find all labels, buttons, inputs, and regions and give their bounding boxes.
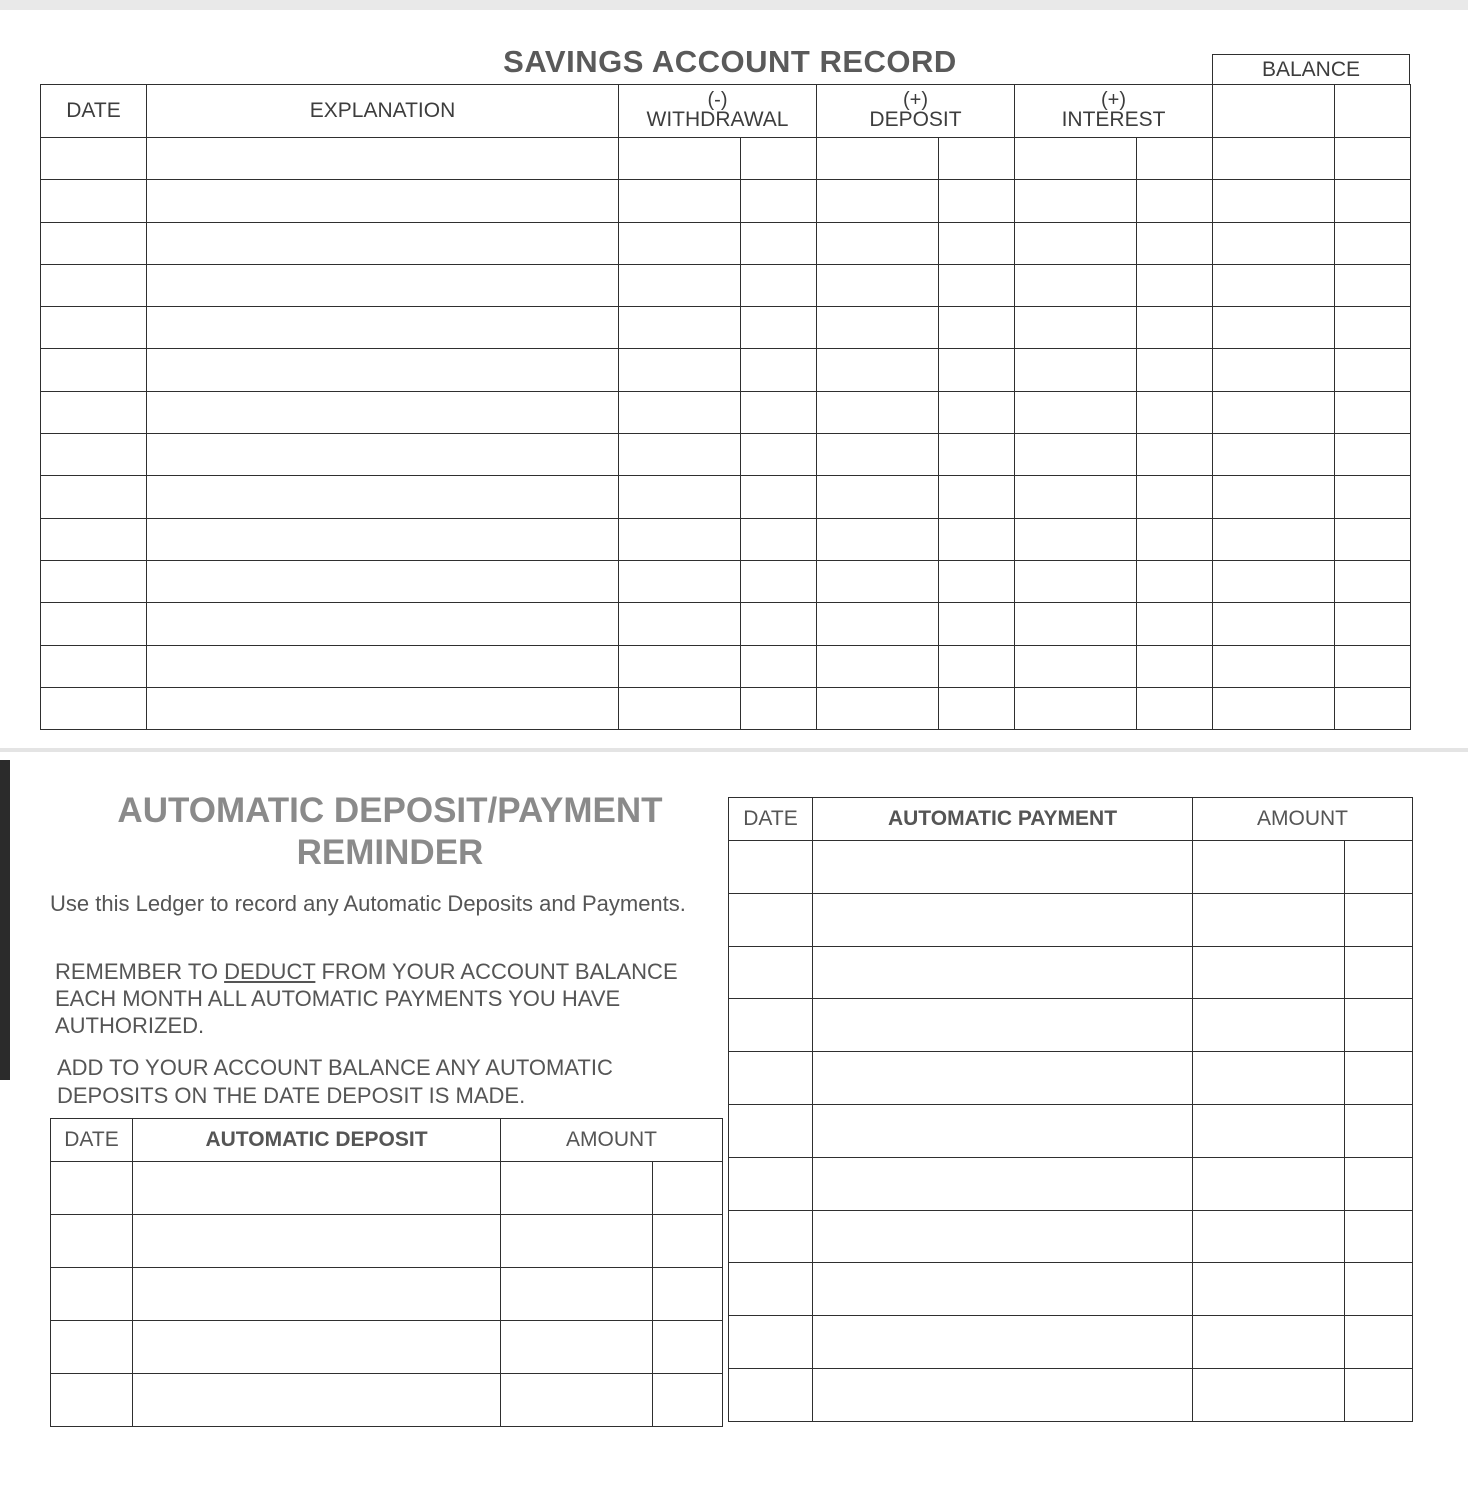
explanation-cell[interactable] bbox=[147, 307, 619, 349]
payment-description-cell[interactable] bbox=[813, 1263, 1193, 1316]
balance-cents-header bbox=[1335, 85, 1411, 138]
deposit-dollars-cell[interactable] bbox=[817, 138, 939, 180]
ledger-rows bbox=[41, 138, 1411, 730]
withdrawal-cents-cell[interactable] bbox=[741, 645, 817, 687]
add-deposit-note: ADD TO YOUR ACCOUNT BALANCE ANY AUTOMATIC DEPOSITS ON THE DATE DEPOSIT IS MADE. bbox=[57, 1055, 613, 1108]
date-cell[interactable] bbox=[41, 307, 147, 349]
balance-cents-cell[interactable] bbox=[1335, 307, 1411, 349]
date-cell[interactable] bbox=[41, 391, 147, 433]
withdrawal-cents-cell[interactable] bbox=[741, 434, 817, 476]
date-cell[interactable] bbox=[41, 476, 147, 518]
withdrawal-dollars-cell[interactable] bbox=[619, 307, 741, 349]
balance-dollars-cell[interactable] bbox=[1213, 560, 1335, 602]
payment-description-cell[interactable] bbox=[813, 946, 1193, 999]
withdrawal-column-header bbox=[619, 85, 817, 138]
balance-header: BALANCE bbox=[1212, 54, 1410, 85]
deposit-description-cell[interactable] bbox=[133, 1321, 501, 1374]
payment-description-cell[interactable] bbox=[813, 1368, 1193, 1421]
explanation-cell[interactable] bbox=[147, 645, 619, 687]
withdrawal-dollars-cell[interactable] bbox=[619, 349, 741, 391]
payment-amount-cents-cell[interactable] bbox=[1345, 999, 1413, 1052]
payment-rows bbox=[729, 841, 1413, 1422]
interest-column-header bbox=[1015, 85, 1213, 138]
interest-dollars-cell[interactable] bbox=[1015, 434, 1137, 476]
payment-description-cell[interactable] bbox=[813, 1052, 1193, 1105]
date-cell[interactable] bbox=[41, 645, 147, 687]
deposit-cents-cell[interactable] bbox=[939, 434, 1015, 476]
withdrawal-cents-cell[interactable] bbox=[741, 687, 817, 729]
withdrawal-dollars-cell[interactable] bbox=[619, 518, 741, 560]
table-row bbox=[41, 391, 1411, 433]
deposit-amount-dollars-cell[interactable] bbox=[501, 1374, 653, 1427]
payment-description-cell[interactable] bbox=[813, 841, 1193, 894]
deposit-amount-cents-cell[interactable] bbox=[653, 1268, 723, 1321]
withdrawal-label: WITHDRAWAL bbox=[646, 108, 789, 131]
payment-amount-cents-cell[interactable] bbox=[1345, 1157, 1413, 1210]
table-row bbox=[41, 518, 1411, 560]
deposit-amount-dollars-cell[interactable] bbox=[501, 1162, 653, 1215]
withdrawal-dollars-cell[interactable] bbox=[619, 391, 741, 433]
deposit-dollars-cell[interactable] bbox=[817, 518, 939, 560]
explanation-cell[interactable] bbox=[147, 138, 619, 180]
deposit-cents-cell[interactable] bbox=[939, 687, 1015, 729]
interest-cents-cell[interactable] bbox=[1137, 138, 1213, 180]
reminder-intro: Use this Ledger to record any Automatic Deposits and Payments. bbox=[50, 891, 686, 916]
interest-dollars-cell[interactable] bbox=[1015, 307, 1137, 349]
payment-amount-cents-cell[interactable] bbox=[1345, 1210, 1413, 1263]
balance-cents-cell[interactable] bbox=[1335, 476, 1411, 518]
interest-cents-cell[interactable] bbox=[1137, 264, 1213, 306]
explanation-cell[interactable] bbox=[147, 222, 619, 264]
explanation-cell[interactable] bbox=[147, 560, 619, 602]
interest-dollars-cell[interactable] bbox=[1015, 138, 1137, 180]
date-cell[interactable] bbox=[41, 222, 147, 264]
deposit-dollars-cell[interactable] bbox=[817, 603, 939, 645]
interest-cents-cell[interactable] bbox=[1137, 560, 1213, 602]
payment-amount-cents-cell[interactable] bbox=[1345, 893, 1413, 946]
payment-amount-cents-cell[interactable] bbox=[1345, 1052, 1413, 1105]
balance-dollars-cell[interactable] bbox=[1213, 434, 1335, 476]
withdrawal-dollars-cell[interactable] bbox=[619, 560, 741, 602]
payment-amount-dollars-cell[interactable] bbox=[1193, 1210, 1345, 1263]
payment-amount-header: AMOUNT bbox=[1193, 798, 1413, 841]
withdrawal-cents-cell[interactable] bbox=[741, 180, 817, 222]
deposit-date-cell[interactable] bbox=[51, 1374, 133, 1427]
withdrawal-cents-cell[interactable] bbox=[741, 349, 817, 391]
table-row bbox=[51, 1268, 723, 1321]
date-cell[interactable] bbox=[41, 349, 147, 391]
binding-shadow bbox=[0, 760, 10, 1080]
payment-date-cell[interactable] bbox=[729, 946, 813, 999]
balance-cents-cell[interactable] bbox=[1335, 264, 1411, 306]
table-row bbox=[729, 999, 1413, 1052]
table-row bbox=[41, 560, 1411, 602]
payment-description-cell[interactable] bbox=[813, 1316, 1193, 1369]
interest-cents-cell[interactable] bbox=[1137, 476, 1213, 518]
payment-date-cell[interactable] bbox=[729, 1052, 813, 1105]
withdrawal-dollars-cell[interactable] bbox=[619, 476, 741, 518]
remember-suffix: FROM YOUR ACCOUNT BALANCE EACH MONTH ALL AUTOMATIC PAYMENTS YOU HAVE AUTHORIZED. bbox=[55, 959, 678, 1038]
table-row bbox=[41, 603, 1411, 645]
interest-cents-cell[interactable] bbox=[1137, 391, 1213, 433]
interest-cents-cell[interactable] bbox=[1137, 222, 1213, 264]
interest-label: INTEREST bbox=[1061, 108, 1166, 131]
deposit-cents-cell[interactable] bbox=[939, 603, 1015, 645]
interest-cents-cell[interactable] bbox=[1137, 603, 1213, 645]
payment-amount-dollars-cell[interactable] bbox=[1193, 1104, 1345, 1157]
withdrawal-dollars-cell[interactable] bbox=[619, 264, 741, 306]
deposit-dollars-cell[interactable] bbox=[817, 222, 939, 264]
balance-cents-cell[interactable] bbox=[1335, 560, 1411, 602]
plus-sign: (+) bbox=[903, 89, 928, 111]
withdrawal-cents-cell[interactable] bbox=[741, 264, 817, 306]
deposit-description-cell[interactable] bbox=[133, 1268, 501, 1321]
deposit-description-cell[interactable] bbox=[133, 1215, 501, 1268]
payment-description-cell[interactable] bbox=[813, 1157, 1193, 1210]
payment-amount-dollars-cell[interactable] bbox=[1193, 1368, 1345, 1421]
payment-date-cell[interactable] bbox=[729, 1263, 813, 1316]
deposit-label: DEPOSIT bbox=[869, 108, 962, 131]
payment-date-cell[interactable] bbox=[729, 1104, 813, 1157]
explanation-cell[interactable] bbox=[147, 434, 619, 476]
payment-description-cell[interactable] bbox=[813, 1210, 1193, 1263]
interest-dollars-cell[interactable] bbox=[1015, 518, 1137, 560]
balance-dollars-cell[interactable] bbox=[1213, 518, 1335, 560]
balance-dollars-cell[interactable] bbox=[1213, 222, 1335, 264]
plus-sign: (+) bbox=[1101, 89, 1126, 111]
table-row bbox=[51, 1374, 723, 1427]
table-row bbox=[729, 1052, 1413, 1105]
payment-amount-dollars-cell[interactable] bbox=[1193, 1316, 1345, 1369]
table-row bbox=[51, 1321, 723, 1374]
date-cell[interactable] bbox=[41, 518, 147, 560]
payment-amount-dollars-cell[interactable] bbox=[1193, 893, 1345, 946]
table-row bbox=[729, 1316, 1413, 1369]
table-row bbox=[41, 264, 1411, 306]
table-row bbox=[729, 841, 1413, 894]
interest-cents-cell[interactable] bbox=[1137, 307, 1213, 349]
withdrawal-dollars-cell[interactable] bbox=[619, 180, 741, 222]
date-cell[interactable] bbox=[41, 138, 147, 180]
table-row bbox=[729, 1368, 1413, 1421]
table-row bbox=[729, 1104, 1413, 1157]
table-row bbox=[41, 138, 1411, 180]
interest-cents-cell[interactable] bbox=[1137, 687, 1213, 729]
payment-amount-dollars-cell[interactable] bbox=[1193, 1263, 1345, 1316]
payment-date-cell[interactable] bbox=[729, 1316, 813, 1369]
deposit-cents-cell[interactable] bbox=[939, 476, 1015, 518]
explanation-cell[interactable] bbox=[147, 349, 619, 391]
deposit-description-cell[interactable] bbox=[133, 1162, 501, 1215]
deposit-cents-cell[interactable] bbox=[939, 645, 1015, 687]
payment-amount-dollars-cell[interactable] bbox=[1193, 1052, 1345, 1105]
deposit-dollars-cell[interactable] bbox=[817, 434, 939, 476]
balance-cents-cell[interactable] bbox=[1335, 349, 1411, 391]
table-row bbox=[51, 1215, 723, 1268]
withdrawal-dollars-cell[interactable] bbox=[619, 645, 741, 687]
balance-dollars-cell[interactable] bbox=[1213, 349, 1335, 391]
explanation-cell[interactable] bbox=[147, 687, 619, 729]
withdrawal-cents-cell[interactable] bbox=[741, 518, 817, 560]
interest-cents-cell[interactable] bbox=[1137, 180, 1213, 222]
automatic-payment-header: AUTOMATIC PAYMENT bbox=[813, 798, 1193, 841]
table-row bbox=[729, 1263, 1413, 1316]
interest-dollars-cell[interactable] bbox=[1015, 603, 1137, 645]
payment-amount-cents-cell[interactable] bbox=[1345, 1263, 1413, 1316]
deposit-amount-cents-cell[interactable] bbox=[653, 1321, 723, 1374]
balance-dollars-cell[interactable] bbox=[1213, 391, 1335, 433]
table-row bbox=[41, 222, 1411, 264]
table-row bbox=[41, 687, 1411, 729]
payment-amount-cents-cell[interactable] bbox=[1345, 1368, 1413, 1421]
balance-dollars-cell[interactable] bbox=[1213, 307, 1335, 349]
deposit-cents-cell[interactable] bbox=[939, 264, 1015, 306]
table-row bbox=[41, 645, 1411, 687]
payment-date-cell[interactable] bbox=[729, 1368, 813, 1421]
payment-date-cell[interactable] bbox=[729, 1157, 813, 1210]
deposit-amount-dollars-cell[interactable] bbox=[501, 1215, 653, 1268]
payment-amount-cents-cell[interactable] bbox=[1345, 841, 1413, 894]
balance-dollars-cell[interactable] bbox=[1213, 687, 1335, 729]
automatic-deposit-table bbox=[50, 1118, 723, 1427]
withdrawal-cents-cell[interactable] bbox=[741, 222, 817, 264]
balance-cents-cell[interactable] bbox=[1335, 222, 1411, 264]
balance-cents-cell[interactable] bbox=[1335, 645, 1411, 687]
table-row bbox=[41, 349, 1411, 391]
interest-dollars-cell[interactable] bbox=[1015, 476, 1137, 518]
deposit-amount-cents-cell[interactable] bbox=[653, 1374, 723, 1427]
savings-record-page bbox=[0, 0, 1468, 748]
explanation-cell[interactable] bbox=[147, 603, 619, 645]
deposit-description-cell[interactable] bbox=[133, 1374, 501, 1427]
reminder-title-line1: AUTOMATIC DEPOSIT/PAYMENT bbox=[117, 791, 663, 830]
payment-amount-cents-cell[interactable] bbox=[1345, 1104, 1413, 1157]
withdrawal-cents-cell[interactable] bbox=[741, 138, 817, 180]
table-row bbox=[729, 893, 1413, 946]
balance-dollars-header bbox=[1213, 85, 1335, 138]
table-row bbox=[729, 946, 1413, 999]
balance-dollars-cell[interactable] bbox=[1213, 645, 1335, 687]
deposit-cents-cell[interactable] bbox=[939, 349, 1015, 391]
balance-cents-cell[interactable] bbox=[1335, 603, 1411, 645]
date-cell[interactable] bbox=[41, 603, 147, 645]
table-row bbox=[41, 307, 1411, 349]
interest-cents-cell[interactable] bbox=[1137, 434, 1213, 476]
deposit-dollars-cell[interactable] bbox=[817, 307, 939, 349]
balance-dollars-cell[interactable] bbox=[1213, 138, 1335, 180]
withdrawal-cents-cell[interactable] bbox=[741, 603, 817, 645]
payment-amount-dollars-cell[interactable] bbox=[1193, 1157, 1345, 1210]
balance-dollars-cell[interactable] bbox=[1213, 476, 1335, 518]
payment-description-cell[interactable] bbox=[813, 1104, 1193, 1157]
balance-dollars-cell[interactable] bbox=[1213, 264, 1335, 306]
interest-cents-cell[interactable] bbox=[1137, 645, 1213, 687]
interest-dollars-cell[interactable] bbox=[1015, 180, 1137, 222]
payment-date-cell[interactable] bbox=[729, 1210, 813, 1263]
payment-amount-cents-cell[interactable] bbox=[1345, 946, 1413, 999]
table-row bbox=[729, 1157, 1413, 1210]
payment-date-header: DATE bbox=[729, 798, 813, 841]
payment-date-cell[interactable] bbox=[729, 841, 813, 894]
minus-sign: (-) bbox=[707, 89, 728, 111]
deposit-dollars-cell[interactable] bbox=[817, 645, 939, 687]
balance-cents-cell[interactable] bbox=[1335, 138, 1411, 180]
balance-cents-cell[interactable] bbox=[1335, 180, 1411, 222]
reminder-title bbox=[60, 790, 720, 874]
deposit-date-cell[interactable] bbox=[51, 1162, 133, 1215]
payment-amount-cents-cell[interactable] bbox=[1345, 1316, 1413, 1369]
interest-dollars-cell[interactable] bbox=[1015, 391, 1137, 433]
withdrawal-dollars-cell[interactable] bbox=[619, 222, 741, 264]
interest-dollars-cell[interactable] bbox=[1015, 349, 1137, 391]
deposit-date-cell[interactable] bbox=[51, 1321, 133, 1374]
savings-title: SAVINGS ACCOUNT RECORD bbox=[503, 44, 957, 79]
table-row bbox=[51, 1162, 723, 1215]
date-cell[interactable] bbox=[41, 687, 147, 729]
explanation-cell[interactable] bbox=[147, 180, 619, 222]
deposit-amount-cents-cell[interactable] bbox=[653, 1215, 723, 1268]
balance-cents-cell[interactable] bbox=[1335, 687, 1411, 729]
balance-cents-cell[interactable] bbox=[1335, 518, 1411, 560]
deposit-dollars-cell[interactable] bbox=[817, 560, 939, 602]
remember-deduct-note bbox=[55, 958, 715, 1039]
withdrawal-cents-cell[interactable] bbox=[741, 476, 817, 518]
payment-description-cell[interactable] bbox=[813, 999, 1193, 1052]
date-cell[interactable] bbox=[41, 434, 147, 476]
table-row bbox=[41, 180, 1411, 222]
savings-ledger-table bbox=[40, 84, 1411, 730]
table-row bbox=[41, 476, 1411, 518]
table-row bbox=[41, 434, 1411, 476]
deposit-date-cell[interactable] bbox=[51, 1268, 133, 1321]
balance-dollars-cell[interactable] bbox=[1213, 603, 1335, 645]
deposit-amount-dollars-cell[interactable] bbox=[501, 1268, 653, 1321]
balance-cents-cell[interactable] bbox=[1335, 434, 1411, 476]
deposit-date-cell[interactable] bbox=[51, 1215, 133, 1268]
withdrawal-cents-cell[interactable] bbox=[741, 391, 817, 433]
date-cell[interactable] bbox=[41, 180, 147, 222]
interest-dollars-cell[interactable] bbox=[1015, 264, 1137, 306]
deposit-amount-dollars-cell[interactable] bbox=[501, 1321, 653, 1374]
payment-date-cell[interactable] bbox=[729, 893, 813, 946]
interest-cents-cell[interactable] bbox=[1137, 518, 1213, 560]
deposit-cents-cell[interactable] bbox=[939, 222, 1015, 264]
deduct-emphasis: DEDUCT bbox=[224, 959, 316, 984]
deposit-amount-cents-cell[interactable] bbox=[653, 1162, 723, 1215]
interest-dollars-cell[interactable] bbox=[1015, 222, 1137, 264]
date-cell[interactable] bbox=[41, 264, 147, 306]
withdrawal-dollars-cell[interactable] bbox=[619, 603, 741, 645]
deposit-dollars-cell[interactable] bbox=[817, 687, 939, 729]
deposit-rows bbox=[51, 1162, 723, 1427]
deposit-dollars-cell[interactable] bbox=[817, 349, 939, 391]
payment-date-cell[interactable] bbox=[729, 999, 813, 1052]
payment-amount-dollars-cell[interactable] bbox=[1193, 841, 1345, 894]
withdrawal-dollars-cell[interactable] bbox=[619, 687, 741, 729]
explanation-cell[interactable] bbox=[147, 518, 619, 560]
withdrawal-dollars-cell[interactable] bbox=[619, 138, 741, 180]
paper-edge bbox=[0, 0, 1468, 10]
interest-dollars-cell[interactable] bbox=[1015, 560, 1137, 602]
explanation-cell[interactable] bbox=[147, 476, 619, 518]
deposit-cents-cell[interactable] bbox=[939, 391, 1015, 433]
reminder-title-line2: REMINDER bbox=[296, 833, 484, 872]
explanation-cell[interactable] bbox=[147, 264, 619, 306]
payment-amount-dollars-cell[interactable] bbox=[1193, 946, 1345, 999]
deposit-cents-cell[interactable] bbox=[939, 180, 1015, 222]
deposit-dollars-cell[interactable] bbox=[817, 264, 939, 306]
explanation-cell[interactable] bbox=[147, 391, 619, 433]
deposit-date-header: DATE bbox=[51, 1119, 133, 1162]
deposit-dollars-cell[interactable] bbox=[817, 476, 939, 518]
balance-dollars-cell[interactable] bbox=[1213, 180, 1335, 222]
withdrawal-dollars-cell[interactable] bbox=[619, 434, 741, 476]
date-column-header: DATE bbox=[41, 85, 147, 138]
payment-amount-dollars-cell[interactable] bbox=[1193, 999, 1345, 1052]
deposit-dollars-cell[interactable] bbox=[817, 180, 939, 222]
balance-cents-cell[interactable] bbox=[1335, 391, 1411, 433]
table-row bbox=[729, 1210, 1413, 1263]
withdrawal-cents-cell[interactable] bbox=[741, 560, 817, 602]
interest-cents-cell[interactable] bbox=[1137, 349, 1213, 391]
remember-prefix: REMEMBER TO bbox=[55, 959, 225, 984]
explanation-column-header: EXPLANATION bbox=[147, 85, 619, 138]
deposit-amount-header: AMOUNT bbox=[501, 1119, 723, 1162]
deposit-cents-cell[interactable] bbox=[939, 138, 1015, 180]
automatic-deposit-header: AUTOMATIC DEPOSIT bbox=[133, 1119, 501, 1162]
automatic-payment-table bbox=[728, 797, 1413, 1422]
deposit-dollars-cell[interactable] bbox=[817, 391, 939, 433]
deposit-column-header bbox=[817, 85, 1015, 138]
deposit-cents-cell[interactable] bbox=[939, 307, 1015, 349]
interest-dollars-cell[interactable] bbox=[1015, 645, 1137, 687]
payment-description-cell[interactable] bbox=[813, 893, 1193, 946]
date-cell[interactable] bbox=[41, 560, 147, 602]
withdrawal-cents-cell[interactable] bbox=[741, 307, 817, 349]
interest-dollars-cell[interactable] bbox=[1015, 687, 1137, 729]
deposit-cents-cell[interactable] bbox=[939, 518, 1015, 560]
deposit-cents-cell[interactable] bbox=[939, 560, 1015, 602]
